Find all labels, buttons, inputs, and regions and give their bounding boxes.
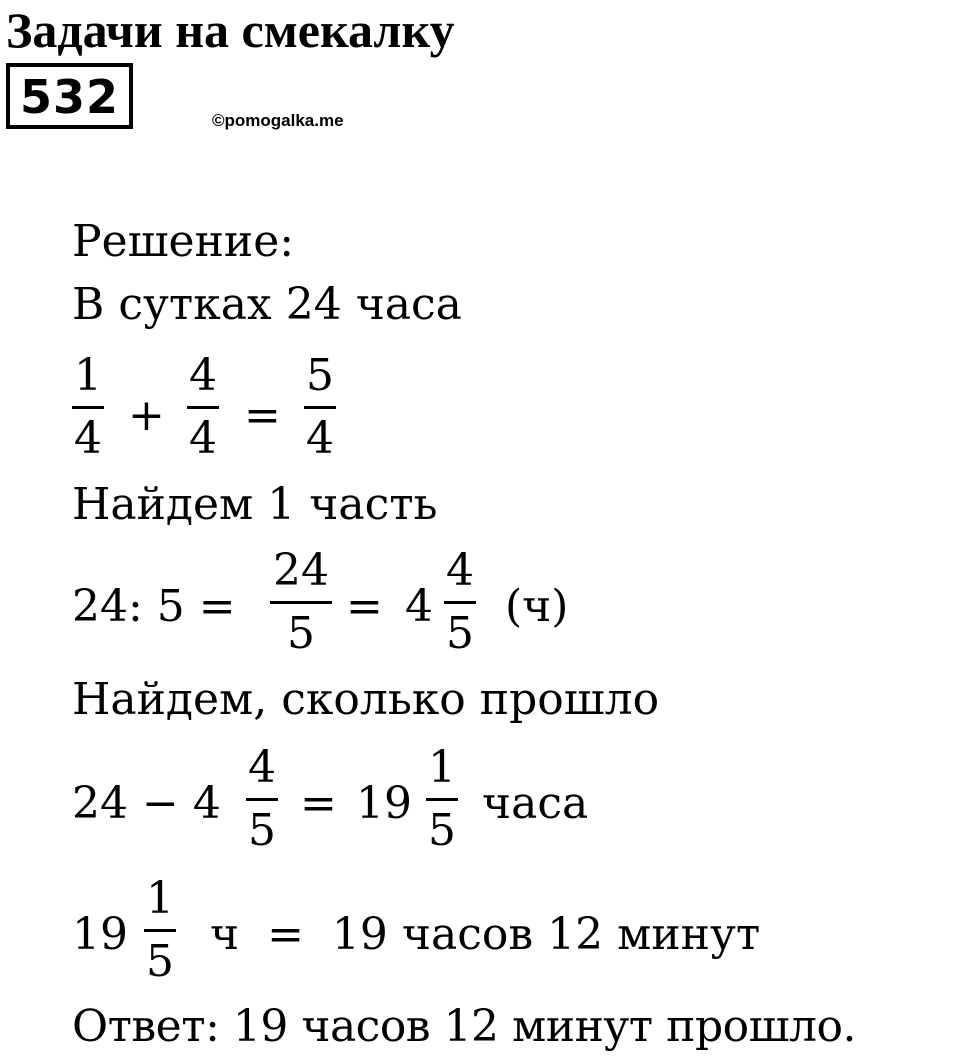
denominator: 5 (248, 805, 276, 856)
numerator: 1 (146, 873, 174, 924)
denominator: 5 (446, 608, 474, 659)
equation-lhs: 24: 5 = (72, 581, 236, 632)
fraction (242, 742, 282, 857)
fraction-bar (444, 601, 476, 604)
denominator: 5 (287, 608, 315, 659)
fraction (440, 545, 480, 660)
numerator: 5 (306, 350, 334, 401)
equation-one-part (0, 545, 960, 675)
solution-heading: Решение: (72, 216, 295, 267)
denominator: 5 (428, 805, 456, 856)
numerator: 4 (446, 545, 474, 596)
fraction (68, 350, 108, 465)
numerator: 1 (74, 350, 102, 401)
equals-sign: = (244, 390, 281, 441)
fraction-bar (304, 406, 336, 409)
plus-sign: + (128, 390, 165, 441)
whole-part: 19 (356, 778, 412, 829)
fraction-bar (426, 798, 458, 801)
answer-line: Ответ: 19 часов 12 минут прошло. (72, 1001, 856, 1052)
numerator: 4 (189, 350, 217, 401)
fraction (140, 873, 180, 988)
fraction-bar (72, 406, 104, 409)
equation-conversion (0, 873, 960, 1003)
denominator: 4 (189, 413, 217, 464)
equation-lhs: 24 − 4 (72, 778, 221, 829)
denominator: 4 (74, 413, 102, 464)
whole-part: 4 (405, 581, 433, 632)
fraction (422, 742, 462, 857)
fraction (183, 350, 223, 465)
fraction-bar (144, 929, 176, 932)
numerator: 1 (428, 742, 456, 793)
fraction-bar (187, 406, 219, 409)
equation-fractions-sum (0, 350, 960, 480)
fraction-bar (246, 798, 278, 801)
conversion-result: ч = 19 часов 12 минут (210, 909, 761, 960)
numerator: 4 (248, 742, 276, 793)
watermark: ©pomogalka.me (212, 111, 344, 130)
denominator: 4 (306, 413, 334, 464)
section-title: Задачи на смекалку (6, 2, 455, 58)
denominator: 5 (146, 936, 174, 987)
fraction-bar (270, 601, 332, 604)
solution-line-find-passed: Найдем, сколько прошло (72, 674, 660, 725)
equals-sign: = (346, 581, 383, 632)
task-number-box (6, 63, 133, 129)
equation-hours-passed (0, 742, 960, 872)
solution-line-find-part: Найдем 1 часть (72, 479, 438, 530)
numerator: 24 (273, 545, 329, 596)
unit-label: часа (482, 778, 589, 829)
whole-part: 19 (72, 909, 128, 960)
fraction (266, 545, 336, 660)
unit-label: (ч) (505, 581, 569, 632)
solution-line-hours: В сутках 24 часа (72, 279, 462, 330)
equals-sign: = (300, 778, 337, 829)
task-number: 532 (19, 70, 120, 124)
fraction (300, 350, 340, 465)
